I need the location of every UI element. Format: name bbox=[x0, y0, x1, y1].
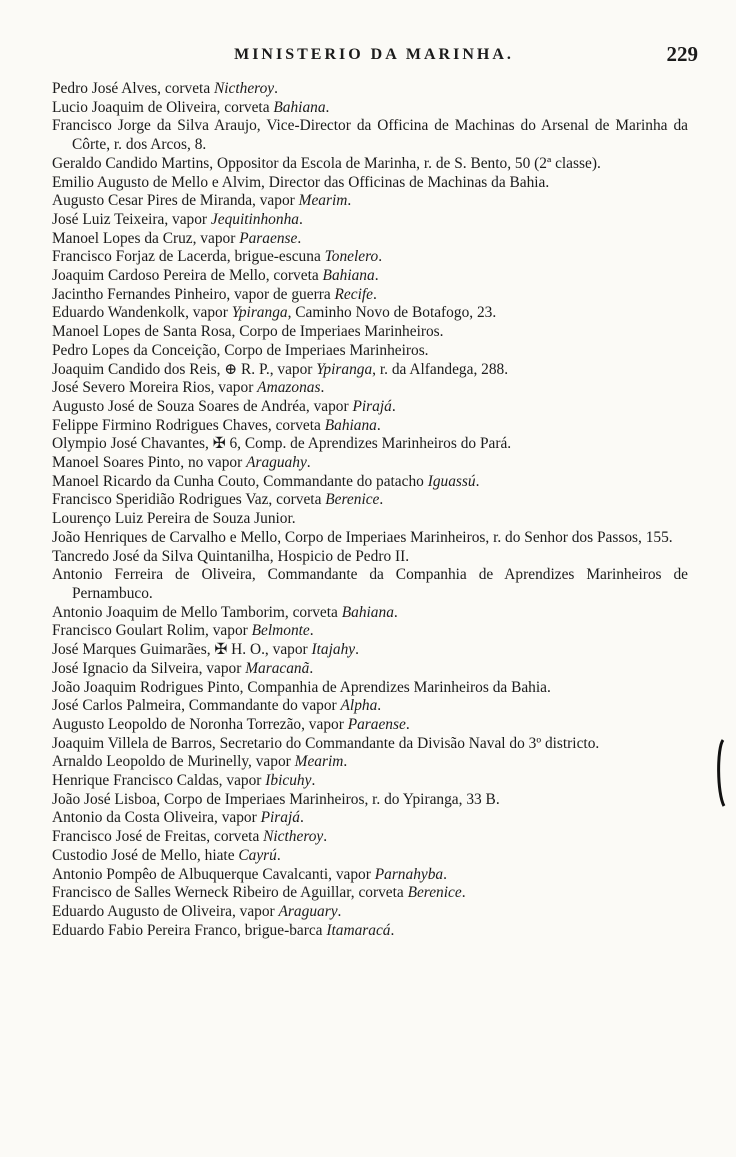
entry-suffix: , Caminho Novo de Botafogo, 23. bbox=[287, 304, 497, 322]
list-item bbox=[52, 660, 688, 679]
margin-bracket-mark bbox=[714, 738, 726, 808]
list-item bbox=[52, 379, 688, 398]
ship-name: Ibicuhy bbox=[265, 772, 312, 790]
ship-name: Bahiana bbox=[341, 603, 394, 621]
list-item bbox=[52, 735, 688, 754]
entry-suffix: . bbox=[372, 285, 377, 303]
list-item bbox=[52, 361, 688, 380]
entry-suffix: . bbox=[378, 248, 383, 266]
ship-name: Paraense bbox=[347, 715, 406, 733]
list-item bbox=[52, 679, 688, 698]
ship-name: Bahiana bbox=[273, 98, 326, 116]
entry-text: Pedro José Alves, corveta bbox=[52, 80, 214, 97]
list-item bbox=[52, 155, 688, 174]
list-item bbox=[52, 753, 688, 772]
entry-suffix: . bbox=[377, 697, 382, 715]
ship-name: Araguary bbox=[278, 902, 338, 920]
list-item bbox=[52, 80, 688, 99]
entry-suffix: . bbox=[475, 472, 480, 490]
entry-text: Eduardo Wandenkolk, vapor bbox=[52, 304, 232, 322]
list-item bbox=[52, 884, 688, 903]
ship-name: Ypiranga bbox=[231, 304, 288, 322]
entry-suffix: , r. da Alfandega, 288. bbox=[372, 360, 509, 378]
entry-text: Manoel Ricardo da Cunha Couto, Commandante do patacho bbox=[52, 472, 428, 490]
entry-suffix: . bbox=[443, 865, 447, 883]
entry-text: Manoel Soares Pinto, no vapor bbox=[52, 454, 247, 472]
list-item bbox=[52, 548, 688, 567]
list-item bbox=[52, 828, 688, 847]
entry-suffix: . bbox=[390, 921, 395, 939]
entry-suffix: . bbox=[297, 229, 302, 247]
list-item bbox=[52, 398, 688, 417]
ship-name: Maracanã bbox=[245, 659, 310, 677]
ship-name: Pirajá bbox=[352, 397, 392, 415]
list-item bbox=[52, 248, 688, 267]
list-item bbox=[52, 716, 688, 735]
list-item bbox=[52, 641, 688, 660]
ship-name: Mearim bbox=[294, 753, 344, 771]
entry-text: Felippe Firmino Rodrigues Chaves, corveta bbox=[52, 416, 325, 434]
ship-name: Jequitinhonha bbox=[210, 210, 299, 228]
list-item bbox=[52, 211, 688, 230]
list-item bbox=[52, 791, 688, 810]
ship-name: Bahiana bbox=[324, 416, 377, 434]
ship-name: Bahiana bbox=[322, 267, 375, 285]
list-item bbox=[52, 622, 688, 641]
entry-text: Olympio José Chavantes, ✠ 6, Comp. de Aprendizes Marinheiros do Pará. bbox=[52, 435, 512, 453]
ship-name: Nictheroy bbox=[214, 80, 275, 97]
list-item bbox=[52, 417, 688, 436]
entry-text: Antonio Joaquim de Mello Tamborim, corveta bbox=[52, 603, 342, 621]
entry-suffix: . bbox=[355, 641, 359, 659]
ship-name: Itajahy bbox=[311, 641, 356, 659]
list-item bbox=[52, 922, 688, 941]
entry-suffix: . bbox=[337, 902, 342, 920]
list-item bbox=[52, 267, 688, 286]
entry-text: Francisco Speridião Rodrigues Vaz, corveta bbox=[52, 491, 326, 509]
ship-name: Mearim bbox=[298, 192, 348, 210]
entry-text: Manoel Lopes de Santa Rosa, Corpo de Imperiaes Marinheiros. bbox=[52, 323, 444, 341]
entry-text: Antonio Ferreira de Oliveira, Commandante da Companhia de Aprendizes Marinheiros de Pernambuco. bbox=[52, 566, 688, 602]
page-header bbox=[50, 42, 698, 70]
entry-text: José Carlos Palmeira, Commandante do vapor bbox=[52, 697, 341, 715]
list-item bbox=[52, 304, 688, 323]
entry-suffix: . bbox=[274, 80, 278, 97]
entry-suffix: . bbox=[374, 267, 379, 285]
entry-text: Emilio Augusto de Mello e Alvim, Director das Officinas de Machinas da Bahia. bbox=[52, 173, 550, 191]
entry-text: José Luiz Teixeira, vapor bbox=[52, 210, 211, 228]
list-item bbox=[52, 454, 688, 473]
entry-text: Geraldo Candido Martins, Oppositor da Escola de Marinha, r. de S. Bento, 50 (2ª classe). bbox=[52, 154, 601, 172]
ship-name: Pirajá bbox=[260, 809, 300, 827]
list-item bbox=[52, 529, 688, 548]
entry-text: Arnaldo Leopoldo de Murinelly, vapor bbox=[52, 753, 295, 771]
entry-text: Augusto Leopoldo de Noronha Torrezão, vapor bbox=[52, 715, 348, 733]
list-item bbox=[52, 473, 688, 492]
entry-suffix: . bbox=[311, 772, 316, 790]
ship-name: Berenice bbox=[407, 884, 462, 902]
list-item bbox=[52, 772, 688, 791]
ship-name: Belmonte bbox=[251, 622, 310, 640]
entry-text: João Joaquim Rodrigues Pinto, Companhia de Aprendizes Marinheiros da Bahia. bbox=[52, 678, 551, 696]
entry-text: Francisco José de Freitas, corveta bbox=[52, 828, 264, 846]
entry-text: Antonio da Costa Oliveira, vapor bbox=[52, 809, 261, 827]
ship-name: Recife bbox=[334, 285, 373, 303]
entry-text: Lucio Joaquim de Oliveira, corveta bbox=[52, 98, 274, 116]
entry-text: João Henriques de Carvalho e Mello, Corpo de Imperiaes Marinheiros, r. do Senhor dos Passos, 155. bbox=[52, 528, 673, 546]
list-item bbox=[52, 323, 688, 342]
entry-suffix: . bbox=[347, 192, 352, 210]
entry-text: Augusto Cesar Pires de Miranda, vapor bbox=[52, 192, 299, 210]
entry-text: João José Lisboa, Corpo de Imperiaes Marinheiros, r. do Ypiranga, 33 B. bbox=[52, 790, 500, 808]
entry-suffix: . bbox=[405, 715, 410, 733]
entry-suffix: . bbox=[320, 379, 325, 397]
entry-text: Tancredo José da Silva Quintanilha, Hospicio de Pedro II. bbox=[52, 547, 410, 565]
ship-name: Paraense bbox=[239, 229, 298, 247]
list-item bbox=[52, 435, 688, 454]
list-item bbox=[52, 99, 688, 118]
list-item bbox=[52, 230, 688, 249]
ship-name: Tonelero bbox=[324, 248, 379, 266]
entry-suffix: . bbox=[325, 98, 330, 116]
entry-suffix: . bbox=[309, 659, 314, 677]
entry-suffix: . bbox=[461, 884, 466, 902]
page-number: 229 bbox=[666, 42, 698, 66]
ship-name: Araguahy bbox=[246, 454, 307, 472]
list-item bbox=[52, 117, 688, 154]
entry-text: Francisco Forjaz de Lacerda, brigue-escuna bbox=[52, 248, 325, 266]
entry-text: Joaquim Candido dos Reis, ⊕ R. P., vapor bbox=[52, 360, 317, 378]
entry-text: Antonio Pompêo de Albuquerque Cavalcanti, vapor bbox=[52, 865, 375, 883]
entry-suffix: . bbox=[376, 416, 381, 434]
page-title: MINISTERIO DA MARINHA. bbox=[234, 46, 514, 63]
entry-suffix: . bbox=[393, 603, 398, 621]
ship-name: Alpha bbox=[340, 697, 378, 715]
entry-suffix: . bbox=[306, 454, 311, 472]
entry-text: Francisco Goulart Rolim, vapor bbox=[52, 622, 252, 640]
entry-suffix: . bbox=[309, 622, 314, 640]
list-item bbox=[52, 866, 688, 885]
entry-text: Manoel Lopes da Cruz, vapor bbox=[52, 229, 240, 247]
entry-text: Joaquim Cardoso Pereira de Mello, corveta bbox=[52, 267, 323, 285]
ship-name: Ypiranga bbox=[316, 360, 373, 378]
list-item bbox=[52, 342, 688, 361]
list-item bbox=[52, 286, 688, 305]
entry-text: Eduardo Fabio Pereira Franco, brigue-barca bbox=[52, 921, 327, 939]
entry-suffix: . bbox=[391, 397, 396, 415]
list-item bbox=[52, 566, 688, 603]
entry-suffix: . bbox=[379, 491, 384, 509]
entry-text: José Severo Moreira Rios, vapor bbox=[52, 379, 258, 397]
list-item bbox=[52, 604, 688, 623]
entry-suffix: . bbox=[276, 846, 281, 864]
entry-text: Francisco de Salles Werneck Ribeiro de Aguillar, corveta bbox=[52, 884, 408, 902]
list-item bbox=[52, 174, 688, 193]
ship-name: Cayrú bbox=[238, 846, 277, 864]
entry-text: Pedro Lopes da Conceição, Corpo de Imperiaes Marinheiros. bbox=[52, 341, 429, 359]
entry-text: José Ignacio da Silveira, vapor bbox=[52, 659, 246, 677]
list-item bbox=[52, 697, 688, 716]
ship-name: Iguassú bbox=[427, 472, 476, 490]
list-item bbox=[52, 847, 688, 866]
list-item bbox=[52, 903, 688, 922]
ship-name: Berenice bbox=[325, 491, 380, 509]
entry-suffix: . bbox=[343, 753, 348, 771]
entry-list bbox=[52, 80, 688, 940]
ship-name: Itamaracá bbox=[326, 921, 391, 939]
entry-text: Augusto José de Souza Soares de Andréa, vapor bbox=[52, 397, 353, 415]
entry-text: José Marques Guimarães, ✠ H. O., vapor bbox=[52, 641, 312, 659]
entry-text: Lourenço Luiz Pereira de Souza Junior. bbox=[52, 510, 296, 528]
list-item bbox=[52, 491, 688, 510]
list-item bbox=[52, 510, 688, 529]
ship-name: Parnahyba bbox=[374, 865, 444, 883]
entry-suffix: . bbox=[299, 809, 304, 827]
list-item bbox=[52, 192, 688, 211]
list-item bbox=[52, 809, 688, 828]
ship-name: Amazonas bbox=[257, 379, 321, 397]
entry-suffix: . bbox=[323, 828, 328, 846]
ship-name: Nictheroy bbox=[263, 828, 324, 846]
entry-suffix: . bbox=[298, 210, 303, 228]
entry-text: Joaquim Villela de Barros, Secretario do Commandante da Divisão Naval do 3º districto. bbox=[52, 734, 600, 752]
entry-text: Francisco Jorge da Silva Araujo, Vice-Director da Officina de Machinas do Arsenal de Marinha da Côrte, r. dos Arcos, 8. bbox=[52, 117, 688, 154]
entry-text: Henrique Francisco Caldas, vapor bbox=[52, 772, 266, 790]
entry-text: Eduardo Augusto de Oliveira, vapor bbox=[52, 902, 279, 920]
entry-text: Jacintho Fernandes Pinheiro, vapor de guerra bbox=[52, 285, 335, 303]
entry-text: Custodio José de Mello, hiate bbox=[52, 846, 239, 864]
